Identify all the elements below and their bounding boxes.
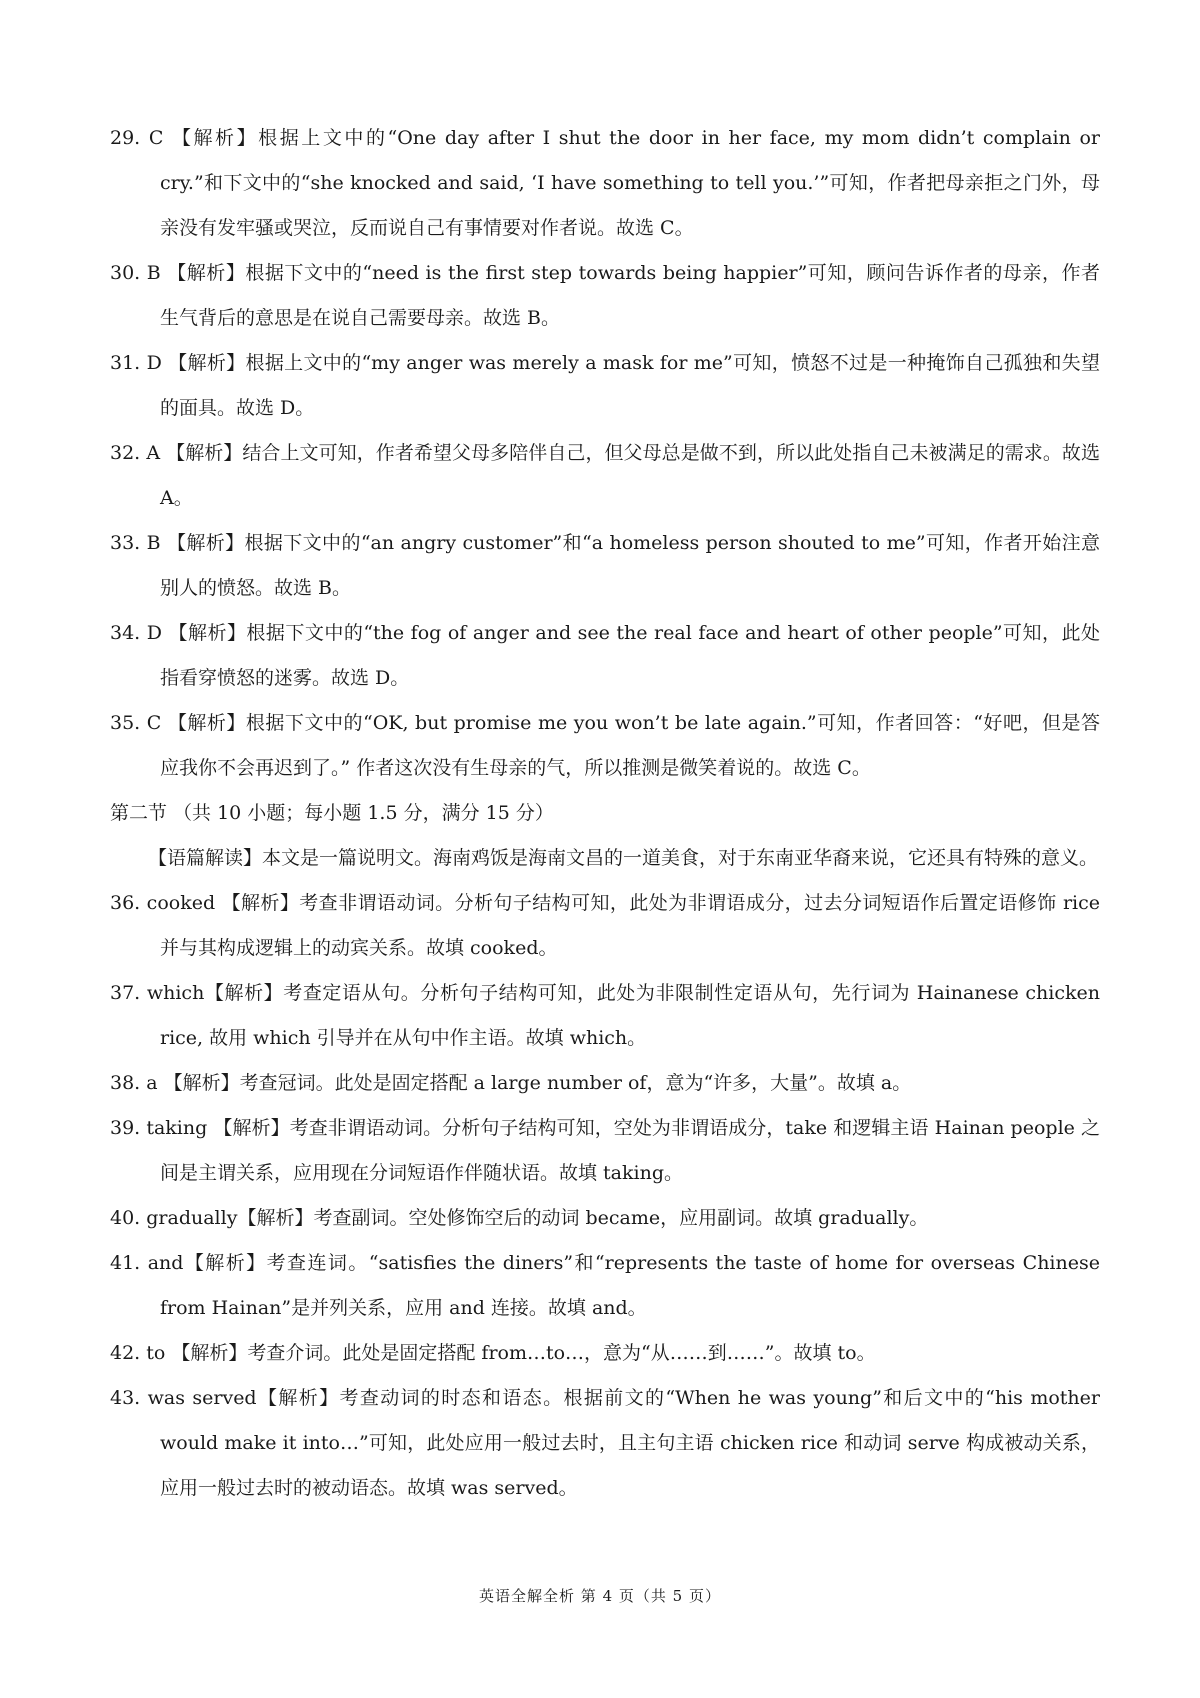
answer-explanation-37: 37. which【解析】考查定语从句。分析句子结构可知，此处为非限制性定语从句，先行词为 Hainanese chicken rice, 故用 which 引导并在从句中作主语。故填 which。 [110,982,1100,1049]
answer-explanation-31: 31. D 【解析】根据上文中的“my anger was merely a mask for me”可知，愤怒不过是一种掩饰自己孤独和失望的面具。故选 D。 [110,352,1100,419]
answer-explanation-30: 30. B 【解析】根据下文中的“need is the first step towards being happier”可知，顾问告诉作者的母亲，作者生气背后的意思是在说自己需要母亲。故选 B。 [110,262,1100,329]
answer-explanation-32: 32. A 【解析】结合上文可知，作者希望父母多陪伴自己，但父母总是做不到，所以此处指自己未被满足的需求。故选 A。 [110,442,1100,509]
section-heading: 第二节 （共 10 小题；每小题 1.5 分，满分 15 分） [110,802,554,824]
answer-explanation-29: 29. C 【解析】根据上文中的“One day after I shut the door in her face, my mom didn’t complain or cry.”和下文中的“she knocked and said, ‘I have something to tell you.’”可知，作者把母亲拒之门外，母亲没有发牢骚或哭泣，反而说自己有事情要对作者说。故选 C。 [110,127,1100,239]
answer-explanation-35: 35. C 【解析】根据下文中的“OK, but promise me you won’t be late again.”可知，作者回答：“好吧，但是答应我你不会再迟到了。” 作者这次没有生母亲的气，所以推测是微笑着说的。故选 C。 [110,712,1100,779]
answer-explanation-34: 34. D 【解析】根据下文中的“the fog of anger and see the real face and heart of other people”可知，此处指看穿愤怒的迷雾。故选 D。 [110,622,1100,689]
passage-intro: 【语篇解读】本文是一篇说明文。海南鸡饭是海南文昌的一道美食，对于东南亚华裔来说，它还具有特殊的意义。 [148,847,1099,869]
answer-explanation-42: 42. to 【解析】考查介词。此处是固定搭配 from…to…，意为“从……到……”。故填 to。 [110,1342,876,1364]
answer-explanation-40: 40. gradually【解析】考查副词。空处修饰空后的动词 became，应用副词。故填 gradually。 [110,1207,929,1229]
answer-explanation-41: 41. and【解析】考查连词。“satisfies the diners”和“represents the taste of home for overseas Chinese from Hainan”是并列关系，应用 and 连接。故填 and。 [110,1252,1100,1319]
answer-explanation-38: 38. a 【解析】考查冠词。此处是固定搭配 a large number of，意为“许多，大量”。故填 a。 [110,1072,912,1094]
answer-explanation-39: 39. taking 【解析】考查非谓语动词。分析句子结构可知，空处为非谓语成分，take 和逻辑主语 Hainan people 之间是主谓关系，应用现在分词短语作伴随状语。故填 taking。 [110,1117,1100,1184]
answer-explanation-33: 33. B 【解析】根据下文中的“an angry customer”和“a homeless person shouted to me”可知，作者开始注意别人的愤怒。故选 B。 [110,532,1100,599]
answer-explanation-36: 36. cooked 【解析】考查非谓语动词。分析句子结构可知，此处为非谓语成分，过去分词短语作后置定语修饰 rice 并与其构成逻辑上的动宾关系。故填 cooked。 [110,892,1100,959]
page-content [110,116,1100,1511]
page-footer: 英语全解全析 第 4 页（共 5 页） [479,1587,721,1605]
answer-explanation-43: 43. was served【解析】考查动词的时态和语态。根据前文的“When he was young”和后文中的“his mother would make it into…”可知，此处应用一般过去时，且主句主语 chicken rice 和动词 serve 构成被动关系，应用一般过去时的被动语态。故填 was served。 [110,1387,1100,1499]
